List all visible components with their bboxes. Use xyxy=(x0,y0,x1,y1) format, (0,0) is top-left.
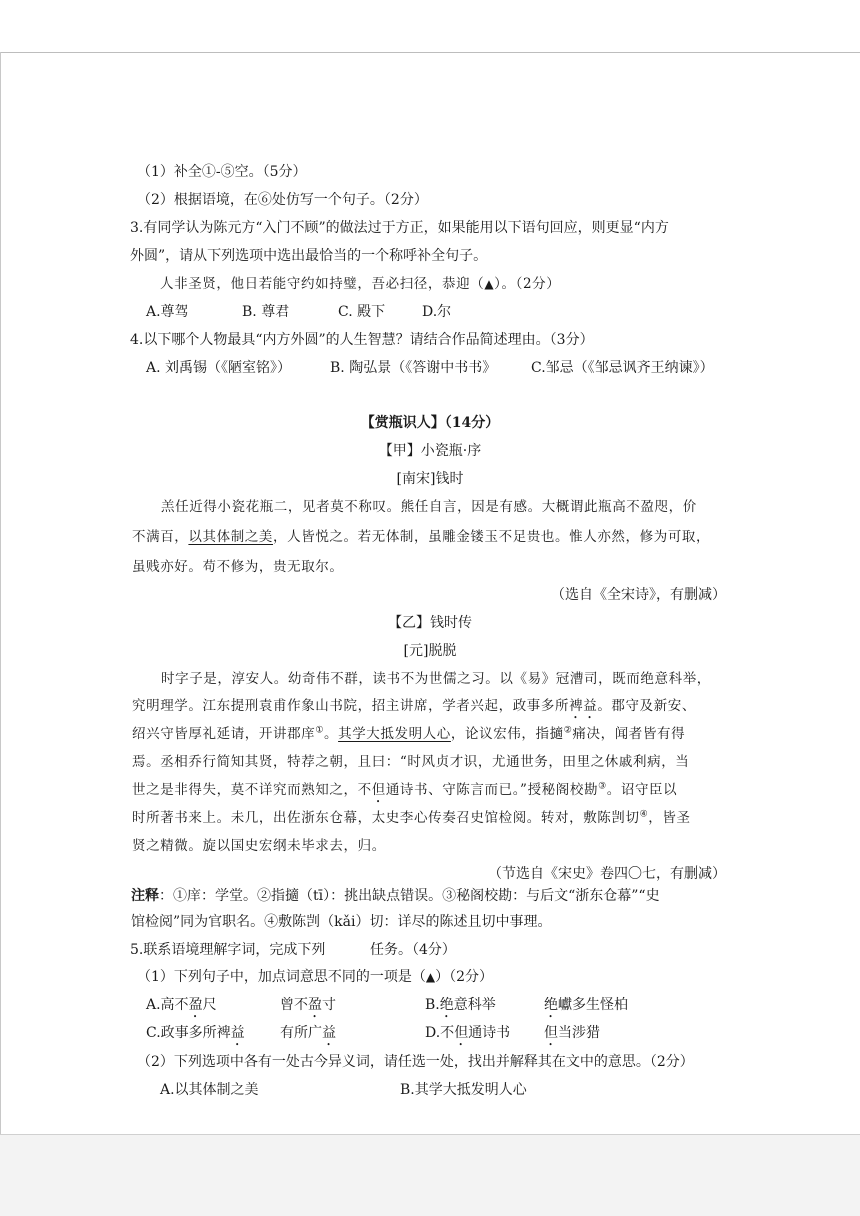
footnote-mark: ② xyxy=(563,725,573,736)
q3-option-c: C. 殿下 xyxy=(338,304,386,320)
dotted-word: 益 xyxy=(230,1025,245,1041)
footnote-mark: ④ xyxy=(639,809,649,820)
dotted-word: 绝 xyxy=(439,997,454,1013)
q4-line1: 4.以下哪个人物最具“内方外圆”的人生智慧？请结合作品简述理由。（3分） xyxy=(130,332,594,348)
dotted-word: 盈 xyxy=(188,997,203,1013)
q3-quote xyxy=(160,274,560,294)
q4-option-a: A. 刘禹锡（《陋室铭》） xyxy=(146,360,292,376)
q3-quote-text: 人非圣贤，他日若能守约如持璧，吾必扫径，恭迎（ xyxy=(160,276,485,292)
q5-sub2: （2）下列选项中各有一处古今异义词，请任选一处，找出并解释其在文中的意思。（2分） xyxy=(137,1054,694,1070)
q5-option-d1: D.不但通诗书 xyxy=(425,1025,511,1041)
section-title: 【赏瓶识人】（14分） xyxy=(360,415,500,431)
yi-line-6: 时所著书来上。未几，出佐浙东仓幕，太史李心传奏召史馆检阅。转对，敷陈剀切④，皆圣 xyxy=(132,809,691,826)
jia-line-2: 不满百，以其体制之美，人皆悦之。若无体制，虽雕金镂玉不足贵也。惟人亦然，修为可取， xyxy=(132,529,711,545)
dotted-word: 但 xyxy=(454,1025,469,1041)
jia-line-3: 虽贱亦好。苟不修为，贵无取尔。 xyxy=(132,559,344,575)
q2-sub2: （2）根据语境，在⑥处仿写一个句子。（2分） xyxy=(137,192,428,208)
q5-option-a2: 曾不盈寸 xyxy=(280,997,336,1013)
jia-underlined-phrase: 以其体制之美 xyxy=(188,529,274,545)
page-left-border xyxy=(0,52,1,1134)
q5-sub2-option-a: A.以其体制之美 xyxy=(160,1082,259,1098)
yi-underlined-phrase: 其学大抵发明人心 xyxy=(338,726,451,742)
q3-option-b: B. 尊君 xyxy=(242,304,290,320)
notes-line-1: 注释：①庠：学堂。②指擿（tī）：挑出缺点错误。③秘阁校勘：与后文“浙东仓幕”“史 xyxy=(131,888,660,904)
q3-line2: 外圆”，请从下列选项中选出最恰当的一个称呼补全句子。 xyxy=(130,248,488,264)
page-bottom-margin xyxy=(0,1134,860,1216)
q5-option-c2: 有所广益 xyxy=(280,1025,336,1041)
q3-quote-score: ）。（2分） xyxy=(494,276,561,292)
yi-line-2: 究明理学。江东提刑袁甫作象山书院，招主讲席，学者兴起，政事多所裨益。郡守及新安、 xyxy=(132,698,697,714)
q5-option-b2: 绝巘多生怪柏 xyxy=(544,997,628,1013)
q5-sub2-option-b: B.其学大抵发明人心 xyxy=(400,1082,527,1098)
footnote-mark: ① xyxy=(315,725,324,736)
dotted-word: 裨益 xyxy=(569,698,598,714)
q5-line1-a: 5.联系语境理解字词，完成下列 xyxy=(130,942,326,958)
yi-line-4: 焉。丞相乔行简知其贤，特荐之朝，且曰：“时风贞才识，尤通世务，田里之休戚利病，当 xyxy=(132,754,690,770)
yi-line-5: 世之是非得失，莫不详究而熟知之，不但通诗书、守陈言而已。”授秘阁校勘③。诏守臣以 xyxy=(132,781,678,798)
jia-title: 【甲】小瓷瓶·序 xyxy=(378,443,482,459)
q5-line1-b: 任务。（4分） xyxy=(370,942,456,958)
yi-line-1: 时字子是，淳安人。幼奇伟不群，读书不为世儒之习。以《易》冠漕司，既而绝意科举， xyxy=(161,671,711,687)
notes-line-2: 馆检阅”同为官职名。④敷陈剀（kǎi）切：详尽的陈述且切中事理。 xyxy=(131,914,552,930)
dotted-word: 盈 xyxy=(308,997,322,1013)
yi-source: （节选自《宋史》卷四〇七，有删减） xyxy=(488,866,726,882)
q4-option-c: C.邹忌（《邹忌讽齐王纳谏》） xyxy=(531,360,714,376)
yi-author: [元]脱脱 xyxy=(403,643,457,659)
q5-option-a1: A.高不盈尺 xyxy=(146,997,217,1013)
jia-author: [南宋]钱时 xyxy=(396,471,464,487)
notes-label: 注释 xyxy=(131,888,159,904)
q2-sub1: （1）补全①-⑤空。（5分） xyxy=(137,164,307,180)
q4-option-b: B. 陶弘景（《答谢中书书》 xyxy=(330,360,497,376)
q5-sub1: （1）下列句子中，加点词意思不同的一项是（▲）（2分） xyxy=(137,969,494,985)
q5-option-c1: C.政事多所裨益 xyxy=(146,1025,245,1041)
dotted-word: 但 xyxy=(544,1025,558,1041)
yi-title: 【乙】钱时传 xyxy=(388,615,472,631)
page-top-border xyxy=(0,52,860,53)
dotted-word: 绝 xyxy=(544,997,558,1013)
triangle-icon: ▲ xyxy=(484,277,495,291)
q5-option-d2: 但当涉猎 xyxy=(544,1025,600,1041)
q3-option-a: A.尊驾 xyxy=(146,304,189,320)
q5-option-b1: B.绝意科举 xyxy=(425,997,496,1013)
jia-source: （选自《全宋诗》，有删减） xyxy=(551,587,726,603)
dotted-word: 但 xyxy=(371,782,386,798)
q3-line1: 3.有同学认为陈元方“入门不顾”的做法过于方正，如果能用以下语句回应，则更显“内方 xyxy=(130,220,669,236)
dotted-word: 益 xyxy=(322,1025,336,1041)
yi-line-7: 贤之精微。旋以国史宏纲未毕求去，归。 xyxy=(132,838,386,854)
q3-option-d: D.尔 xyxy=(422,304,452,320)
yi-line-3: 绍兴守皆厚礼延请，开讲郡庠①。其学大抵发明人心，论议宏伟，指擿②痛决，闻者皆有得 xyxy=(132,725,686,742)
triangle-icon: ▲ xyxy=(425,970,436,984)
jia-line-1: 羔任近得小瓷花瓶二，见者莫不称叹。熊任自言，因是有感。大概谓此瓶高不盈咫，价 xyxy=(161,499,697,515)
footnote-mark: ③ xyxy=(598,781,607,792)
